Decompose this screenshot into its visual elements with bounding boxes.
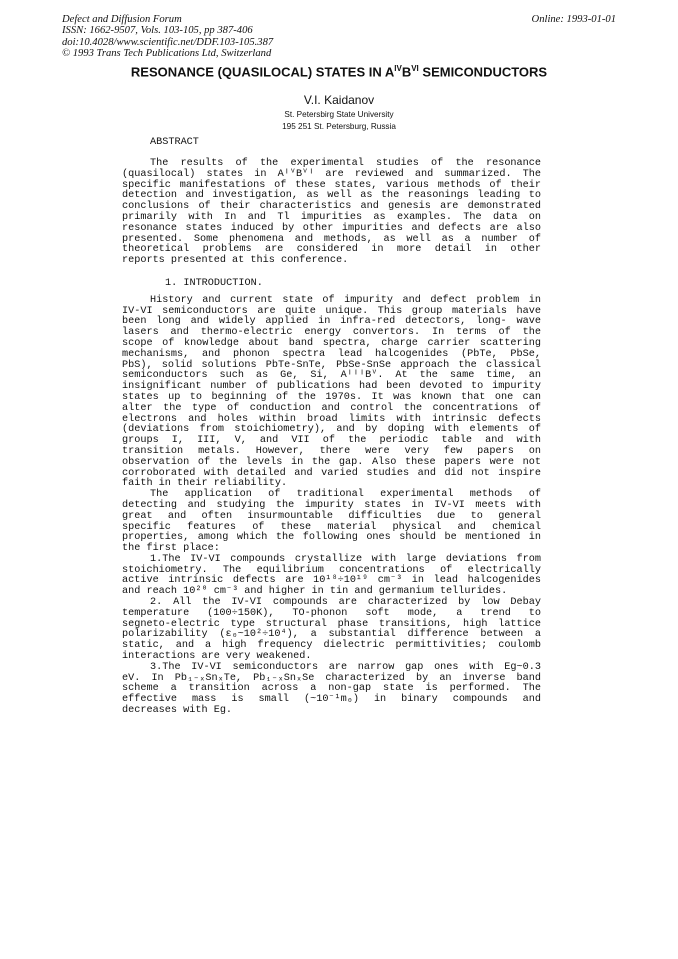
text-line: and reach 10²⁰ cm⁻³ and higher in tin and germanium tellurides. [122,586,508,598]
text-line: stoichiometry. The equilibrium concentrations of electrically [122,564,541,576]
text-line: The application of traditional experimental methods of [150,489,541,501]
citation-line: ISSN: 1662-9507, Vols. 103-105, pp 387-406 [62,25,253,37]
text-line: alter the type of conduction and control the concentrations of [122,402,541,414]
text-line: great and often insurmountable difficulties due to general [122,510,541,522]
text-line: 3.The IV-VI semiconductors are narrow gap ones with Eg~0.3 [150,661,541,673]
text-line: mechanisms, and phonon spectra lead halcogenides (PbTe, PbSe, [122,348,541,360]
text-line: interactions are very weakened. [122,651,312,663]
text-line: corroborated with detailed and varied studies and did not inspire [122,467,541,479]
text-line: detection and investigation, as well as the reasonings leading to [122,190,541,202]
text-line: 2. All the IV-VI compounds are characterized by low Debay [150,597,541,609]
text-line: detecting and studying the impurity states in IV-VI meets with [122,499,541,511]
affiliation-university: St. Petersbirg State University [284,110,394,119]
text-line: 1.The IV-VI compounds crystallize with large deviations from [150,553,541,565]
text-line: been long and widely applied in infra-red detectors, long- wave [122,316,541,328]
text-line: decreases with Eg. [122,705,233,717]
text-line: temperature (100÷150K), TO-phonon soft mode, a trend to [122,607,541,619]
title-text: B [401,64,412,80]
citation-line: Defect and Diffusion Forum [62,14,182,25]
text-line: effective mass is small (~10⁻¹m₀) in binary compounds and [122,694,541,706]
paragraph [122,663,541,717]
text-line: insignificant number of publications had been devoted to impurity [122,381,541,393]
text-line: properties, among which the following ones should be mentioned in [122,532,541,544]
text-line: lasers and thermo-electric energy convertors. In terms of the [122,327,541,339]
paper-title [0,64,678,79]
title-superscript: IV [394,64,402,73]
title-text: SEMICONDUCTORS [418,64,548,80]
text-line: History and current state of impurity and defect problem in [150,294,541,306]
text-line: the first place: [122,543,220,555]
text-line: states up to beginning of the 1970s. It was known that one can [122,391,541,403]
text-line: faith in their reliability. [122,478,288,490]
section-heading: 1. INTRODUCTION. [165,277,263,289]
text-line: scheme a transition across a non-gap state is performed. The [122,683,541,695]
text-line: semiconductors such as Ge, Si, AᴵᴵᴵBⱽ. At the same time, an [122,370,541,382]
text-line: observation of the levels in the gap. Also these papers were not [122,456,541,468]
text-line: electrons and holes within broad limits with intrinsic defects [122,413,541,425]
citation-line: doi:10.4028/www.scientific.net/DDF.103-105.387 [62,36,274,48]
text-line: (quasilocal) states in AᴵⱽBⱽᴵ are reviewed and summarized. The [122,168,541,180]
paper-body [122,159,541,717]
text-line: The results of the experimental studies of the resonance [150,158,541,169]
text-line: scope of knowledge about band spectra, charge carrier scattering [122,337,541,349]
text-line: (deviations from stoichiometry), and by doping with elements of [122,424,541,436]
text-line: conclusions of their characteristics and genesis are demonstrated [122,201,541,213]
text-line: primarily with In and Tl impurities as examples. The data on [122,211,541,223]
online-date: Online: 1993-01-01 [531,14,616,25]
text-line: transition metals. However, there were very few papers on [122,445,541,457]
title-text: RESONANCE (QUASILOCAL) STATES IN A [130,64,395,80]
text-line: resonance states induced by other impurities and defects are also [122,222,541,234]
paragraph [122,296,541,490]
text-line: specific manifestations of these states, various methods of their [122,179,541,191]
citation-line: © 1993 Trans Tech Publications Ltd, Switzerland [62,48,272,60]
text-line: presented. Some phenomena and methods, as well as a number of [122,233,541,245]
paragraph [122,159,541,267]
text-line: active intrinsic defects are 10¹⁸÷10¹⁹ cm⁻³ in lead halcogenides [122,575,541,587]
text-line: IV-VI semiconductors are quite unique. This group materials have [122,305,541,317]
author-name: V.I. Kaidanov [303,93,375,107]
text-line: specific features of these material physical and chemical [122,521,541,533]
paragraph [122,490,541,555]
journal-citation [62,14,273,60]
text-line: eV. In Pb₁₋ₓSnₓTe, Pb₁₋ₓSnₓSe characterized by an inverse band [122,672,541,684]
text-line: segneto-electric type structural phase transitions, high lattice [122,618,541,630]
affiliation-address: 195 251 St. Petersburg, Russia [282,122,396,131]
title-superscript: VI [411,64,419,73]
abstract-heading: ABSTRACT [150,137,199,148]
text-line: polarizability (ε₀~10²÷10⁴), a substantial difference between a [122,629,541,641]
text-line: theoretical problems are considered in more detail in other [122,244,541,256]
introduction-section [122,296,541,717]
paragraph [122,598,541,663]
text-line: static, and a high frequency dielectric permittivities; coulomb [122,640,541,652]
text-line: reports presented at this conference. [122,255,349,267]
text-line: PbS), solid solutions PbTe-SnTe, PbSe-SnSe approach the classical [122,359,541,371]
text-line: groups I, III, V, and VII of the periodic table and with [122,435,541,447]
paragraph [122,555,541,598]
abstract-section [122,159,541,267]
